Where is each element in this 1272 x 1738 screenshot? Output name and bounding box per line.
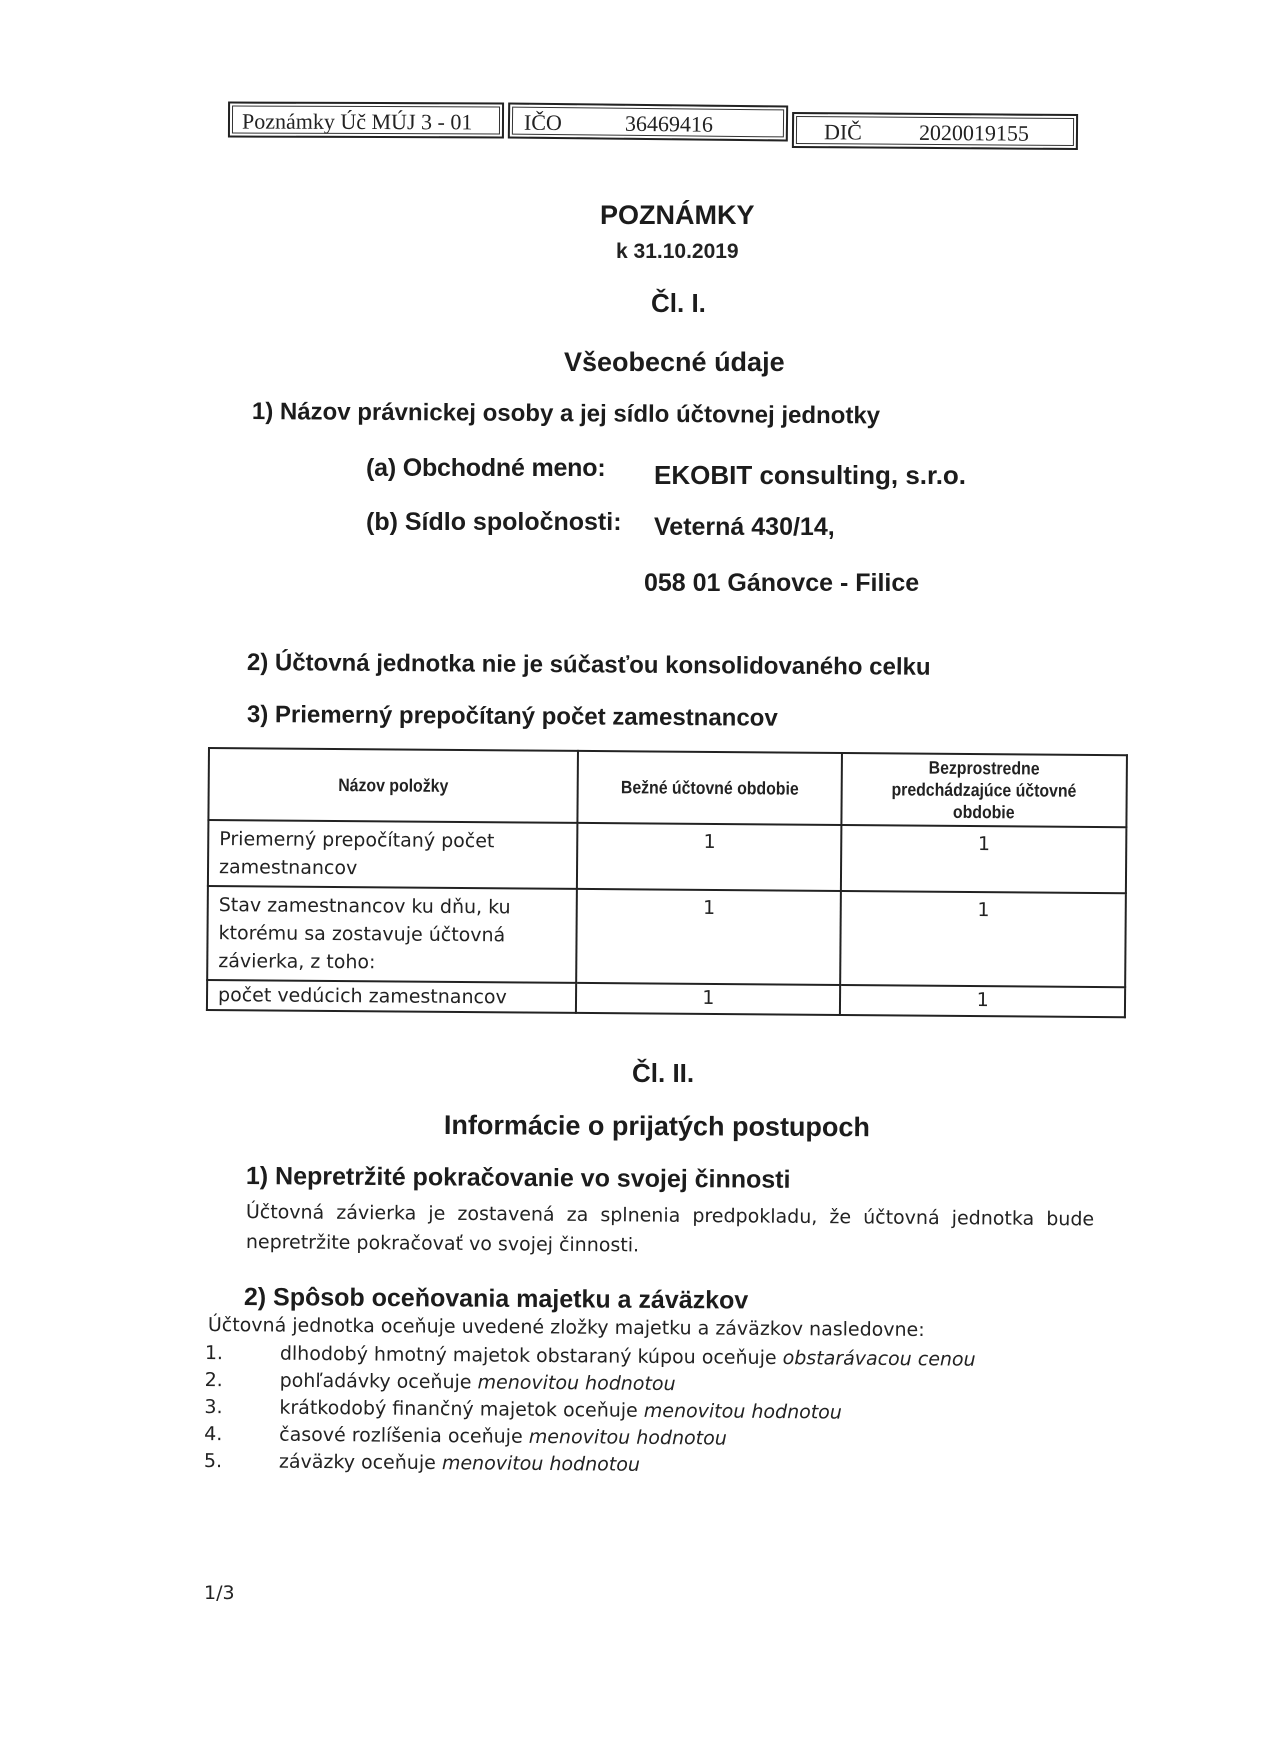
section2-label: Čl. II.: [632, 1058, 695, 1088]
company-name-label: (a) Obchodné meno:: [366, 454, 606, 482]
section1-item2-title: 2) Účtovná jednotka nie je súčasťou konsolidovaného celku: [246, 649, 931, 681]
list-item-number: 4.: [204, 1422, 223, 1446]
employees-table: [206, 747, 1128, 1018]
dic-box: [792, 112, 1078, 150]
section1-heading: Všeobecné údaje: [564, 347, 785, 377]
list-item-number: 2.: [204, 1368, 223, 1392]
list-item-text: časové rozlíšenia oceňuje menovitou hodnotou: [279, 1423, 727, 1450]
header-item-name: Názov položky: [231, 748, 556, 823]
list-item-emphasis: menovitou hodnotou: [441, 1452, 641, 1476]
dic-label: DIČ: [823, 119, 862, 145]
row-label: Priemerný prepočítaný počet zamestnancov: [208, 820, 578, 889]
row-previous-value: 1: [840, 985, 1125, 1017]
section2-item2-intro: Účtovná jednotka oceňuje uvedené zložky majetku a záväzkov nasledovne:: [207, 1314, 925, 1342]
section2-item2-title: 2) Spôsob oceňovania majetku a záväzkov: [243, 1283, 749, 1315]
row-previous-value: 1: [841, 891, 1126, 987]
row-label: Stav zamestnancov ku dňu, ku ktorému sa zostavuje účtovná závierka, z toho:: [207, 886, 577, 983]
row-current-value: 1: [576, 983, 840, 1015]
header-current-period: Bežné účtovné obdobie: [593, 751, 826, 825]
document-title: POZNÁMKY: [600, 200, 755, 230]
company-name: EKOBIT consulting, s.r.o.: [654, 460, 967, 490]
ico-value: 36469416: [624, 110, 714, 137]
header-previous-period: Bezprostredne predchádzajúce účtovné obdobie: [859, 753, 1110, 827]
form-label-box: [228, 102, 504, 139]
ico-label: IČO: [523, 109, 563, 136]
list-item-number: 3.: [204, 1395, 223, 1419]
table-row: [207, 886, 1126, 987]
section2-heading: Informácie o prijatých postupoch: [443, 1110, 871, 1143]
list-item-number: 1.: [204, 1341, 224, 1365]
page-number: 1/3: [204, 1582, 235, 1604]
section2-item1-line1: Účtovná závierka je zostavená za splnenia predpokladu, že účtovná jednotka bude: [245, 1201, 1095, 1231]
section2-item1-title: 1) Nepretržité pokračovanie vo svojej činnosti: [245, 1162, 791, 1194]
table-row: [207, 980, 1125, 1017]
section2-item1-line2: nepretržite pokračovať vo svojej činnosti.: [245, 1231, 640, 1257]
list-item-emphasis: menovitou hodnotou: [643, 1399, 843, 1424]
list-item-emphasis: menovitou hodnotou: [528, 1425, 727, 1450]
list-item-emphasis: menovitou hodnotou: [477, 1371, 676, 1396]
section1-item3-title: 3) Priemerný prepočítaný počet zamestnancov: [246, 701, 778, 732]
row-previous-value: 1: [841, 825, 1126, 893]
section1-label: Čl. I.: [651, 288, 706, 318]
section1-item1-title: 1) Názov právnickej osoby a jej sídlo účtovnej jednotky: [251, 398, 881, 430]
table-header-row: [208, 748, 1127, 827]
list-item-text: dlhodobý hmotný majetok obstaraný kúpou oceňuje obstarávacou cenou: [279, 1342, 976, 1371]
valuation-list: [203, 1340, 976, 1476]
seat-label: (b) Sídlo spoločnosti:: [366, 508, 622, 536]
row-current-value: 1: [576, 889, 841, 985]
seat-line2: 058 01 Gánovce - Filice: [644, 569, 920, 597]
ico-box: [508, 103, 788, 142]
dic-value: 2020019155: [918, 119, 1030, 146]
list-item-text: krátkodobý finančný majetok oceňuje menovitou hodnotou: [279, 1396, 843, 1424]
list-item-emphasis: obstarávacou cenou: [782, 1347, 976, 1371]
row-label: počet vedúcich zamestnancov: [207, 980, 576, 1013]
table-row: [208, 820, 1126, 893]
list-item-number: 5.: [203, 1449, 223, 1473]
list-item-text: záväzky oceňuje menovitou hodnotou: [278, 1450, 641, 1476]
form-label: Poznámky Úč MÚJ 3 - 01: [241, 108, 473, 135]
row-current-value: 1: [577, 823, 842, 891]
list-item-text: pohľadávky oceňuje menovitou hodnotou: [279, 1369, 676, 1396]
document-date: k 31.10.2019: [616, 240, 739, 263]
seat-line1: Veterná 430/14,: [654, 513, 835, 541]
